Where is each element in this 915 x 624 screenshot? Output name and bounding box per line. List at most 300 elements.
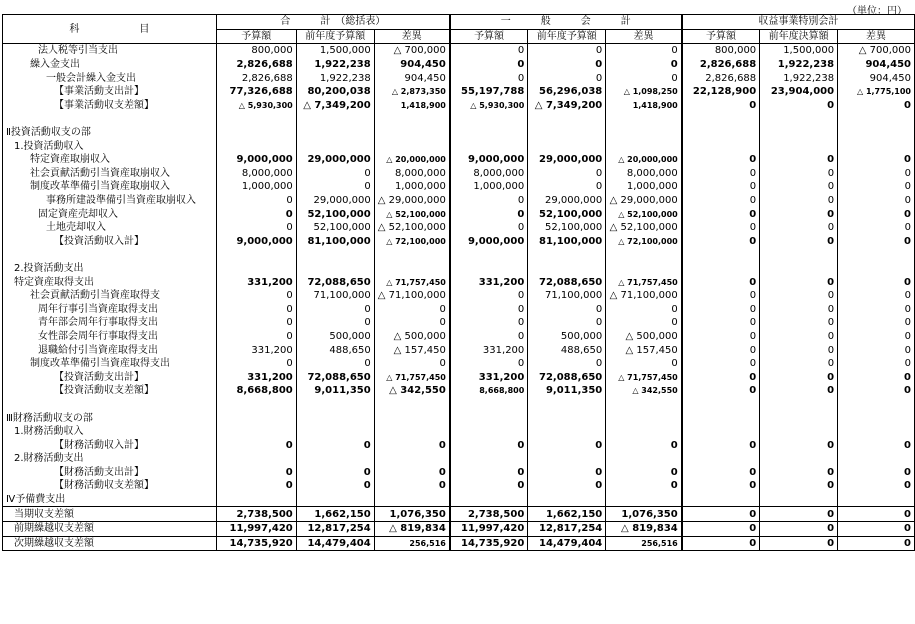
cell-value: 904,450 — [838, 58, 915, 72]
cell-value: 0 — [450, 438, 528, 452]
row-label: 【事業活動支出計】 — [3, 85, 217, 99]
row-label: Ⅱ投資活動収支の部 — [3, 126, 217, 140]
table-row — [3, 411, 915, 425]
row-label: Ⅲ財務活動収支の部 — [3, 411, 217, 425]
cell-value: △ 52,100,000 — [606, 207, 682, 221]
cell-value: 0 — [760, 521, 838, 536]
cell-value: 0 — [760, 235, 838, 249]
cell-value: 77,326,688 — [216, 85, 296, 99]
header-subcol: 予算額 — [216, 29, 296, 44]
cell-value — [838, 398, 915, 412]
cell-value — [450, 112, 528, 126]
cell-value: △ 29,000,000 — [606, 194, 682, 208]
cell-value: △ 29,000,000 — [374, 194, 450, 208]
cell-value: △ 72,100,000 — [374, 235, 450, 249]
cell-value: 1,000,000 — [450, 180, 528, 194]
cell-value: 1,500,000 — [296, 44, 374, 58]
cell-value — [216, 262, 296, 276]
cell-value: 0 — [682, 207, 760, 221]
cell-value: 0 — [682, 221, 760, 235]
cell-value — [296, 112, 374, 126]
cell-value: 14,479,404 — [296, 536, 374, 551]
cell-value: 1,000,000 — [374, 180, 450, 194]
table-row — [3, 370, 915, 384]
table-row — [3, 425, 915, 439]
cell-value: 0 — [682, 357, 760, 371]
cell-value: △ 500,000 — [606, 330, 682, 344]
cell-value: 55,197,788 — [450, 85, 528, 99]
cell-value — [450, 425, 528, 439]
cell-value: 331,200 — [216, 370, 296, 384]
cell-value: 52,100,000 — [528, 207, 606, 221]
cell-value: 0 — [838, 521, 915, 536]
row-label: 【財務活動収入計】 — [3, 438, 217, 452]
cell-value: 2,826,688 — [216, 71, 296, 85]
cell-value: 0 — [528, 58, 606, 72]
cell-value: 0 — [606, 302, 682, 316]
cell-value: 0 — [760, 194, 838, 208]
cell-value: 1,922,238 — [760, 58, 838, 72]
cell-value: 0 — [528, 479, 606, 493]
row-label: Ⅳ予備費支出 — [3, 493, 217, 507]
cell-value: 0 — [450, 302, 528, 316]
cell-value: △ 20,000,000 — [374, 153, 450, 167]
cell-value: 1,922,238 — [760, 71, 838, 85]
cell-value: 9,011,350 — [296, 384, 374, 398]
cell-value — [606, 411, 682, 425]
row-label: 【事業活動収支差額】 — [3, 99, 217, 113]
cell-value: 0 — [216, 207, 296, 221]
cell-value — [374, 262, 450, 276]
cell-value — [216, 248, 296, 262]
cell-value: 0 — [760, 289, 838, 303]
cell-value — [296, 425, 374, 439]
cell-value: 1,662,150 — [296, 507, 374, 522]
cell-value — [606, 112, 682, 126]
table-row — [3, 466, 915, 480]
cell-value — [760, 452, 838, 466]
cell-value: 0 — [296, 302, 374, 316]
cell-value — [296, 411, 374, 425]
cell-value: 904,450 — [374, 58, 450, 72]
table-row — [3, 452, 915, 466]
row-label — [3, 398, 217, 412]
cell-value: 8,000,000 — [450, 167, 528, 181]
cell-value: 0 — [450, 357, 528, 371]
cell-value — [374, 112, 450, 126]
cell-value — [374, 139, 450, 153]
cell-value — [450, 411, 528, 425]
cell-value: 52,100,000 — [296, 207, 374, 221]
cell-value — [296, 248, 374, 262]
header-subject: 科 目 — [3, 15, 217, 44]
table-row — [3, 167, 915, 181]
cell-value: 1,922,238 — [296, 58, 374, 72]
cell-value — [450, 398, 528, 412]
cell-value: 0 — [838, 370, 915, 384]
cell-value: △ 52,100,000 — [374, 221, 450, 235]
cell-value — [838, 248, 915, 262]
cell-value: 0 — [760, 330, 838, 344]
cell-value — [450, 139, 528, 153]
cell-value: 0 — [374, 438, 450, 452]
cell-value — [296, 398, 374, 412]
cell-value: 9,011,350 — [528, 384, 606, 398]
cell-value: 0 — [296, 316, 374, 330]
cell-value: 0 — [216, 466, 296, 480]
cell-value: 1,922,238 — [296, 71, 374, 85]
cell-value — [606, 425, 682, 439]
row-label: 当期収支差額 — [3, 507, 217, 522]
table-row — [3, 536, 915, 551]
cell-value: 0 — [838, 507, 915, 522]
cell-value — [528, 248, 606, 262]
cell-value: 0 — [450, 289, 528, 303]
cell-value: △ 7,349,200 — [528, 99, 606, 113]
cell-value: △ 71,757,450 — [606, 370, 682, 384]
cell-value: △ 7,349,200 — [296, 99, 374, 113]
cell-value: 0 — [760, 357, 838, 371]
cell-value: 0 — [374, 357, 450, 371]
table-row — [3, 330, 915, 344]
table-row — [3, 316, 915, 330]
cell-value: 0 — [528, 438, 606, 452]
cell-value — [374, 248, 450, 262]
cell-value: △ 2,873,350 — [374, 85, 450, 99]
cell-value: 72,088,650 — [528, 370, 606, 384]
cell-value: 0 — [374, 466, 450, 480]
cell-value — [528, 452, 606, 466]
cell-value — [682, 452, 760, 466]
cell-value: △ 1,775,100 — [838, 85, 915, 99]
header-subcol: 前年度予算額 — [296, 29, 374, 44]
cell-value — [528, 262, 606, 276]
cell-value — [682, 411, 760, 425]
cell-value: 0 — [450, 316, 528, 330]
cell-value: 0 — [450, 194, 528, 208]
cell-value: 71,100,000 — [296, 289, 374, 303]
cell-value: 8,000,000 — [216, 167, 296, 181]
header-subcol: 前年度決算額 — [760, 29, 838, 44]
cell-value: 0 — [528, 71, 606, 85]
cell-value — [682, 248, 760, 262]
row-label: 土地売却収入 — [3, 221, 217, 235]
header-subcol: 前年度予算額 — [528, 29, 606, 44]
cell-value: 29,000,000 — [296, 194, 374, 208]
cell-value: 488,650 — [296, 343, 374, 357]
cell-value: 1,000,000 — [606, 180, 682, 194]
row-label: 前期繰越収支差額 — [3, 521, 217, 536]
cell-value: 0 — [838, 536, 915, 551]
cell-value — [216, 452, 296, 466]
cell-value: 52,100,000 — [528, 221, 606, 235]
cell-value: △ 71,100,000 — [606, 289, 682, 303]
cell-value: △ 71,100,000 — [374, 289, 450, 303]
cell-value: 904,450 — [374, 71, 450, 85]
cell-value: 0 — [296, 479, 374, 493]
header-subcol: 差異 — [374, 29, 450, 44]
cell-value: 1,000,000 — [216, 180, 296, 194]
cell-value — [838, 112, 915, 126]
cell-value — [682, 112, 760, 126]
cell-value: 0 — [528, 357, 606, 371]
cell-value: 0 — [606, 44, 682, 58]
cell-value: △ 157,450 — [374, 343, 450, 357]
row-label: 事務所建設準備引当資産取崩収入 — [3, 194, 217, 208]
row-label: 制度改革準備引当資産取得支出 — [3, 357, 217, 371]
cell-value: 29,000,000 — [296, 153, 374, 167]
row-label: 【財務活動収支差額】 — [3, 479, 217, 493]
cell-value: 0 — [216, 438, 296, 452]
cell-value: 331,200 — [216, 343, 296, 357]
row-label: 制度改革準備引当資産取崩収入 — [3, 180, 217, 194]
cell-value — [216, 411, 296, 425]
cell-value: 0 — [528, 302, 606, 316]
cell-value: 0 — [216, 479, 296, 493]
cell-value — [838, 452, 915, 466]
cell-value: 0 — [838, 343, 915, 357]
row-label — [3, 248, 217, 262]
table-body — [3, 44, 915, 551]
row-label: 法人税等引当支出 — [3, 44, 217, 58]
cell-value: 0 — [760, 507, 838, 522]
row-label: 社会貢献活動引当資産取崩収入 — [3, 167, 217, 181]
cell-value: 0 — [216, 302, 296, 316]
cell-value: 0 — [606, 58, 682, 72]
cell-value: 14,735,920 — [216, 536, 296, 551]
cell-value: 8,000,000 — [374, 167, 450, 181]
cell-value: △ 72,100,000 — [606, 235, 682, 249]
cell-value — [296, 493, 374, 507]
cell-value: 0 — [682, 384, 760, 398]
cell-value: △ 819,834 — [374, 521, 450, 536]
cell-value: 0 — [682, 275, 760, 289]
table-row — [3, 180, 915, 194]
cell-value: △ 819,834 — [606, 521, 682, 536]
cell-value: 2,826,688 — [682, 58, 760, 72]
cell-value: 0 — [682, 370, 760, 384]
table-row — [3, 289, 915, 303]
budget-table — [2, 14, 915, 551]
cell-value: 0 — [760, 221, 838, 235]
cell-value: 1,076,350 — [606, 507, 682, 522]
cell-value: △ 157,450 — [606, 343, 682, 357]
cell-value: 0 — [838, 302, 915, 316]
cell-value: 72,088,650 — [296, 275, 374, 289]
cell-value: 904,450 — [838, 71, 915, 85]
cell-value: 0 — [682, 153, 760, 167]
cell-value — [296, 452, 374, 466]
header-subcol: 差異 — [606, 29, 682, 44]
cell-value: 12,817,254 — [296, 521, 374, 536]
cell-value: △ 1,098,250 — [606, 85, 682, 99]
cell-value: 256,516 — [374, 536, 450, 551]
cell-value: 0 — [450, 58, 528, 72]
header-subcol: 予算額 — [450, 29, 528, 44]
cell-value: 0 — [838, 289, 915, 303]
cell-value: 0 — [838, 357, 915, 371]
cell-value — [528, 139, 606, 153]
cell-value — [760, 112, 838, 126]
cell-value: 0 — [450, 330, 528, 344]
row-label: 1.投資活動収入 — [3, 139, 217, 153]
table-row — [3, 85, 915, 99]
cell-value — [760, 139, 838, 153]
cell-value: 29,000,000 — [528, 153, 606, 167]
cell-value: 2,826,688 — [682, 71, 760, 85]
cell-value: 331,200 — [216, 275, 296, 289]
cell-value: 2,826,688 — [216, 58, 296, 72]
cell-value: 0 — [838, 180, 915, 194]
cell-value: 0 — [450, 71, 528, 85]
cell-value: 0 — [528, 466, 606, 480]
cell-value: 0 — [216, 194, 296, 208]
cell-value — [606, 248, 682, 262]
cell-value: 2,738,500 — [450, 507, 528, 522]
cell-value — [838, 139, 915, 153]
cell-value: 8,000,000 — [606, 167, 682, 181]
table-row — [3, 126, 915, 140]
cell-value: 331,200 — [450, 343, 528, 357]
cell-value: 800,000 — [682, 44, 760, 58]
cell-value — [216, 493, 296, 507]
header-group-total: 合 計 （総括表） — [216, 15, 450, 30]
row-label: 2.投資活動支出 — [3, 262, 217, 276]
cell-value: 0 — [682, 167, 760, 181]
cell-value: 0 — [838, 330, 915, 344]
cell-value: 500,000 — [528, 330, 606, 344]
cell-value: 72,088,650 — [296, 370, 374, 384]
cell-value — [838, 493, 915, 507]
cell-value: 256,516 — [606, 536, 682, 551]
cell-value: 2,738,500 — [216, 507, 296, 522]
table-row — [3, 357, 915, 371]
cell-value — [682, 425, 760, 439]
cell-value: 9,000,000 — [216, 235, 296, 249]
cell-value: 0 — [682, 330, 760, 344]
cell-value — [760, 398, 838, 412]
cell-value — [374, 493, 450, 507]
table-row — [3, 479, 915, 493]
cell-value — [528, 126, 606, 140]
cell-value — [450, 126, 528, 140]
cell-value: 0 — [296, 466, 374, 480]
row-label: 【投資活動支出計】 — [3, 370, 217, 384]
cell-value: 0 — [374, 479, 450, 493]
cell-value: 0 — [760, 180, 838, 194]
cell-value: 0 — [682, 521, 760, 536]
cell-value: 0 — [450, 207, 528, 221]
cell-value: △ 342,550 — [606, 384, 682, 398]
cell-value: 29,000,000 — [528, 194, 606, 208]
cell-value: 0 — [682, 180, 760, 194]
header-subcol: 差異 — [838, 29, 915, 44]
row-label: 周年行事引当資産取得支出 — [3, 302, 217, 316]
cell-value — [606, 398, 682, 412]
cell-value: 0 — [374, 316, 450, 330]
cell-value: △ 52,100,000 — [374, 207, 450, 221]
cell-value: △ 5,930,300 — [216, 99, 296, 113]
unit-label: （単位：円） — [847, 6, 907, 17]
cell-value: 0 — [760, 536, 838, 551]
cell-value: △ 500,000 — [374, 330, 450, 344]
cell-value: 8,668,800 — [450, 384, 528, 398]
cell-value: 0 — [682, 289, 760, 303]
cell-value: 0 — [682, 507, 760, 522]
header-group-general: 一 般 会 計 — [450, 15, 682, 30]
cell-value: 1,500,000 — [760, 44, 838, 58]
cell-value: 0 — [374, 302, 450, 316]
cell-value — [450, 493, 528, 507]
cell-value: 0 — [606, 479, 682, 493]
cell-value: 0 — [682, 316, 760, 330]
cell-value: 0 — [682, 343, 760, 357]
cell-value: 0 — [760, 466, 838, 480]
cell-value: 81,100,000 — [528, 235, 606, 249]
cell-value: 0 — [682, 194, 760, 208]
row-label: 特定資産取崩収入 — [3, 153, 217, 167]
cell-value: 11,997,420 — [216, 521, 296, 536]
cell-value — [528, 398, 606, 412]
cell-value — [682, 139, 760, 153]
cell-value — [838, 425, 915, 439]
cell-value: 56,296,038 — [528, 85, 606, 99]
table-row — [3, 507, 915, 522]
cell-value: 1,418,900 — [606, 99, 682, 113]
cell-value: 0 — [760, 153, 838, 167]
cell-value — [606, 452, 682, 466]
table-row — [3, 139, 915, 153]
cell-value: 0 — [838, 275, 915, 289]
cell-value — [216, 425, 296, 439]
table-row — [3, 235, 915, 249]
cell-value: 1,076,350 — [374, 507, 450, 522]
cell-value: △ 71,757,450 — [374, 275, 450, 289]
cell-value: 0 — [606, 71, 682, 85]
row-label: 一般会計繰入金支出 — [3, 71, 217, 85]
cell-value: 0 — [450, 466, 528, 480]
cell-value — [296, 262, 374, 276]
cell-value: △ 52,100,000 — [606, 221, 682, 235]
cell-value: 0 — [528, 316, 606, 330]
cell-value — [374, 452, 450, 466]
cell-value — [606, 126, 682, 140]
table-row — [3, 398, 915, 412]
cell-value: 9,000,000 — [450, 235, 528, 249]
cell-value: 0 — [838, 207, 915, 221]
cell-value: 0 — [760, 99, 838, 113]
cell-value: 0 — [682, 479, 760, 493]
cell-value — [374, 398, 450, 412]
row-label: 特定資産取得支出 — [3, 275, 217, 289]
cell-value: 0 — [296, 438, 374, 452]
cell-value: 0 — [760, 384, 838, 398]
row-label: 【財務活動支出計】 — [3, 466, 217, 480]
row-label: 1.財務活動収入 — [3, 425, 217, 439]
cell-value: △ 71,757,450 — [374, 370, 450, 384]
cell-value: 23,904,000 — [760, 85, 838, 99]
cell-value: △ 5,930,300 — [450, 99, 528, 113]
cell-value: 800,000 — [216, 44, 296, 58]
row-label: 次期繰越収支差額 — [3, 536, 217, 551]
cell-value — [450, 262, 528, 276]
cell-value — [374, 126, 450, 140]
cell-value: 0 — [760, 343, 838, 357]
cell-value: 331,200 — [450, 370, 528, 384]
cell-value: 500,000 — [296, 330, 374, 344]
cell-value: 0 — [838, 479, 915, 493]
cell-value: 0 — [528, 44, 606, 58]
